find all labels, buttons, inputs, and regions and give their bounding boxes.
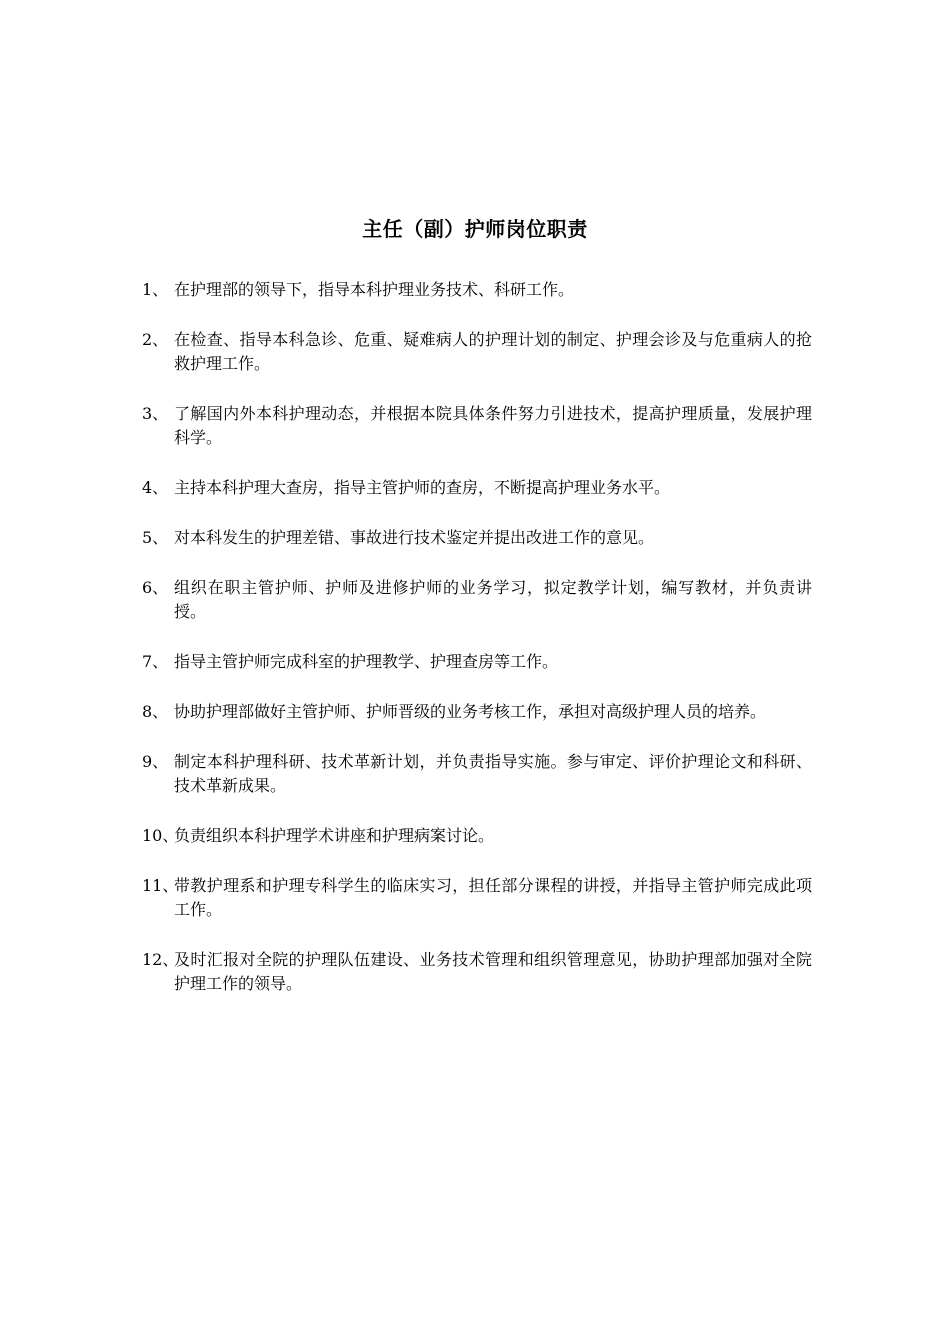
item-text: 在检查、指导本科急诊、危重、疑难病人的护理计划的制定、护理会诊及与危重病人的抢救护理工作。 (174, 330, 812, 373)
list-item (142, 750, 812, 798)
item-number: 1、 (142, 280, 169, 299)
item-number: 4、 (142, 478, 169, 497)
item-text: 指导主管护师完成科室的护理教学、护理查房等工作。 (174, 652, 559, 671)
list-item (142, 874, 812, 922)
list-item (142, 402, 812, 450)
list-item (142, 650, 812, 674)
item-text: 主持本科护理大查房，指导主管护师的查房，不断提高护理业务水平。 (174, 478, 671, 497)
duty-list (142, 278, 812, 1022)
item-text: 制定本科护理科研、技术革新计划，并负责指导实施。参与审定、评价护理论文和科研、技术革新成果。 (174, 752, 812, 795)
item-number: 7、 (142, 652, 169, 671)
list-item (142, 700, 812, 724)
list-item (142, 526, 812, 550)
item-number: 6、 (142, 578, 169, 597)
item-text: 负责组织本科护理学术讲座和护理病案讨论。 (174, 826, 495, 845)
item-text: 对本科发生的护理差错、事故进行技术鉴定并提出改进工作的意见。 (174, 528, 655, 547)
page-title: 主任（副）护师岗位职责 (362, 217, 588, 241)
list-item (142, 824, 812, 848)
list-item (142, 328, 812, 376)
item-number: 10、 (142, 826, 179, 845)
list-item (142, 576, 812, 624)
item-text: 在护理部的领导下，指导本科护理业务技术、科研工作。 (174, 280, 575, 299)
item-text: 协助护理部做好主管护师、护师晋级的业务考核工作，承担对高级护理人员的培养。 (174, 702, 767, 721)
list-item (142, 476, 812, 500)
item-number: 3、 (142, 404, 169, 423)
item-text: 及时汇报对全院的护理队伍建设、业务技术管理和组织管理意见，协助护理部加强对全院护理工作的领导。 (174, 950, 812, 993)
item-text: 了解国内外本科护理动态，并根据本院具体条件努力引进技术，提高护理质量，发展护理科学。 (174, 404, 812, 447)
item-number: 5、 (142, 528, 169, 547)
item-text: 带教护理系和护理专科学生的临床实习，担任部分课程的讲授，并指导主管护师完成此项工作。 (174, 876, 812, 919)
item-number: 8、 (142, 702, 169, 721)
item-text: 组织在职主管护师、护师及进修护师的业务学习，拟定教学计划，编写教材，并负责讲授。 (174, 578, 812, 621)
list-item (142, 278, 812, 302)
item-number: 9、 (142, 752, 169, 771)
item-number: 2、 (142, 330, 169, 349)
list-item (142, 948, 812, 996)
item-number: 11、 (142, 876, 179, 895)
item-number: 12、 (142, 950, 179, 969)
